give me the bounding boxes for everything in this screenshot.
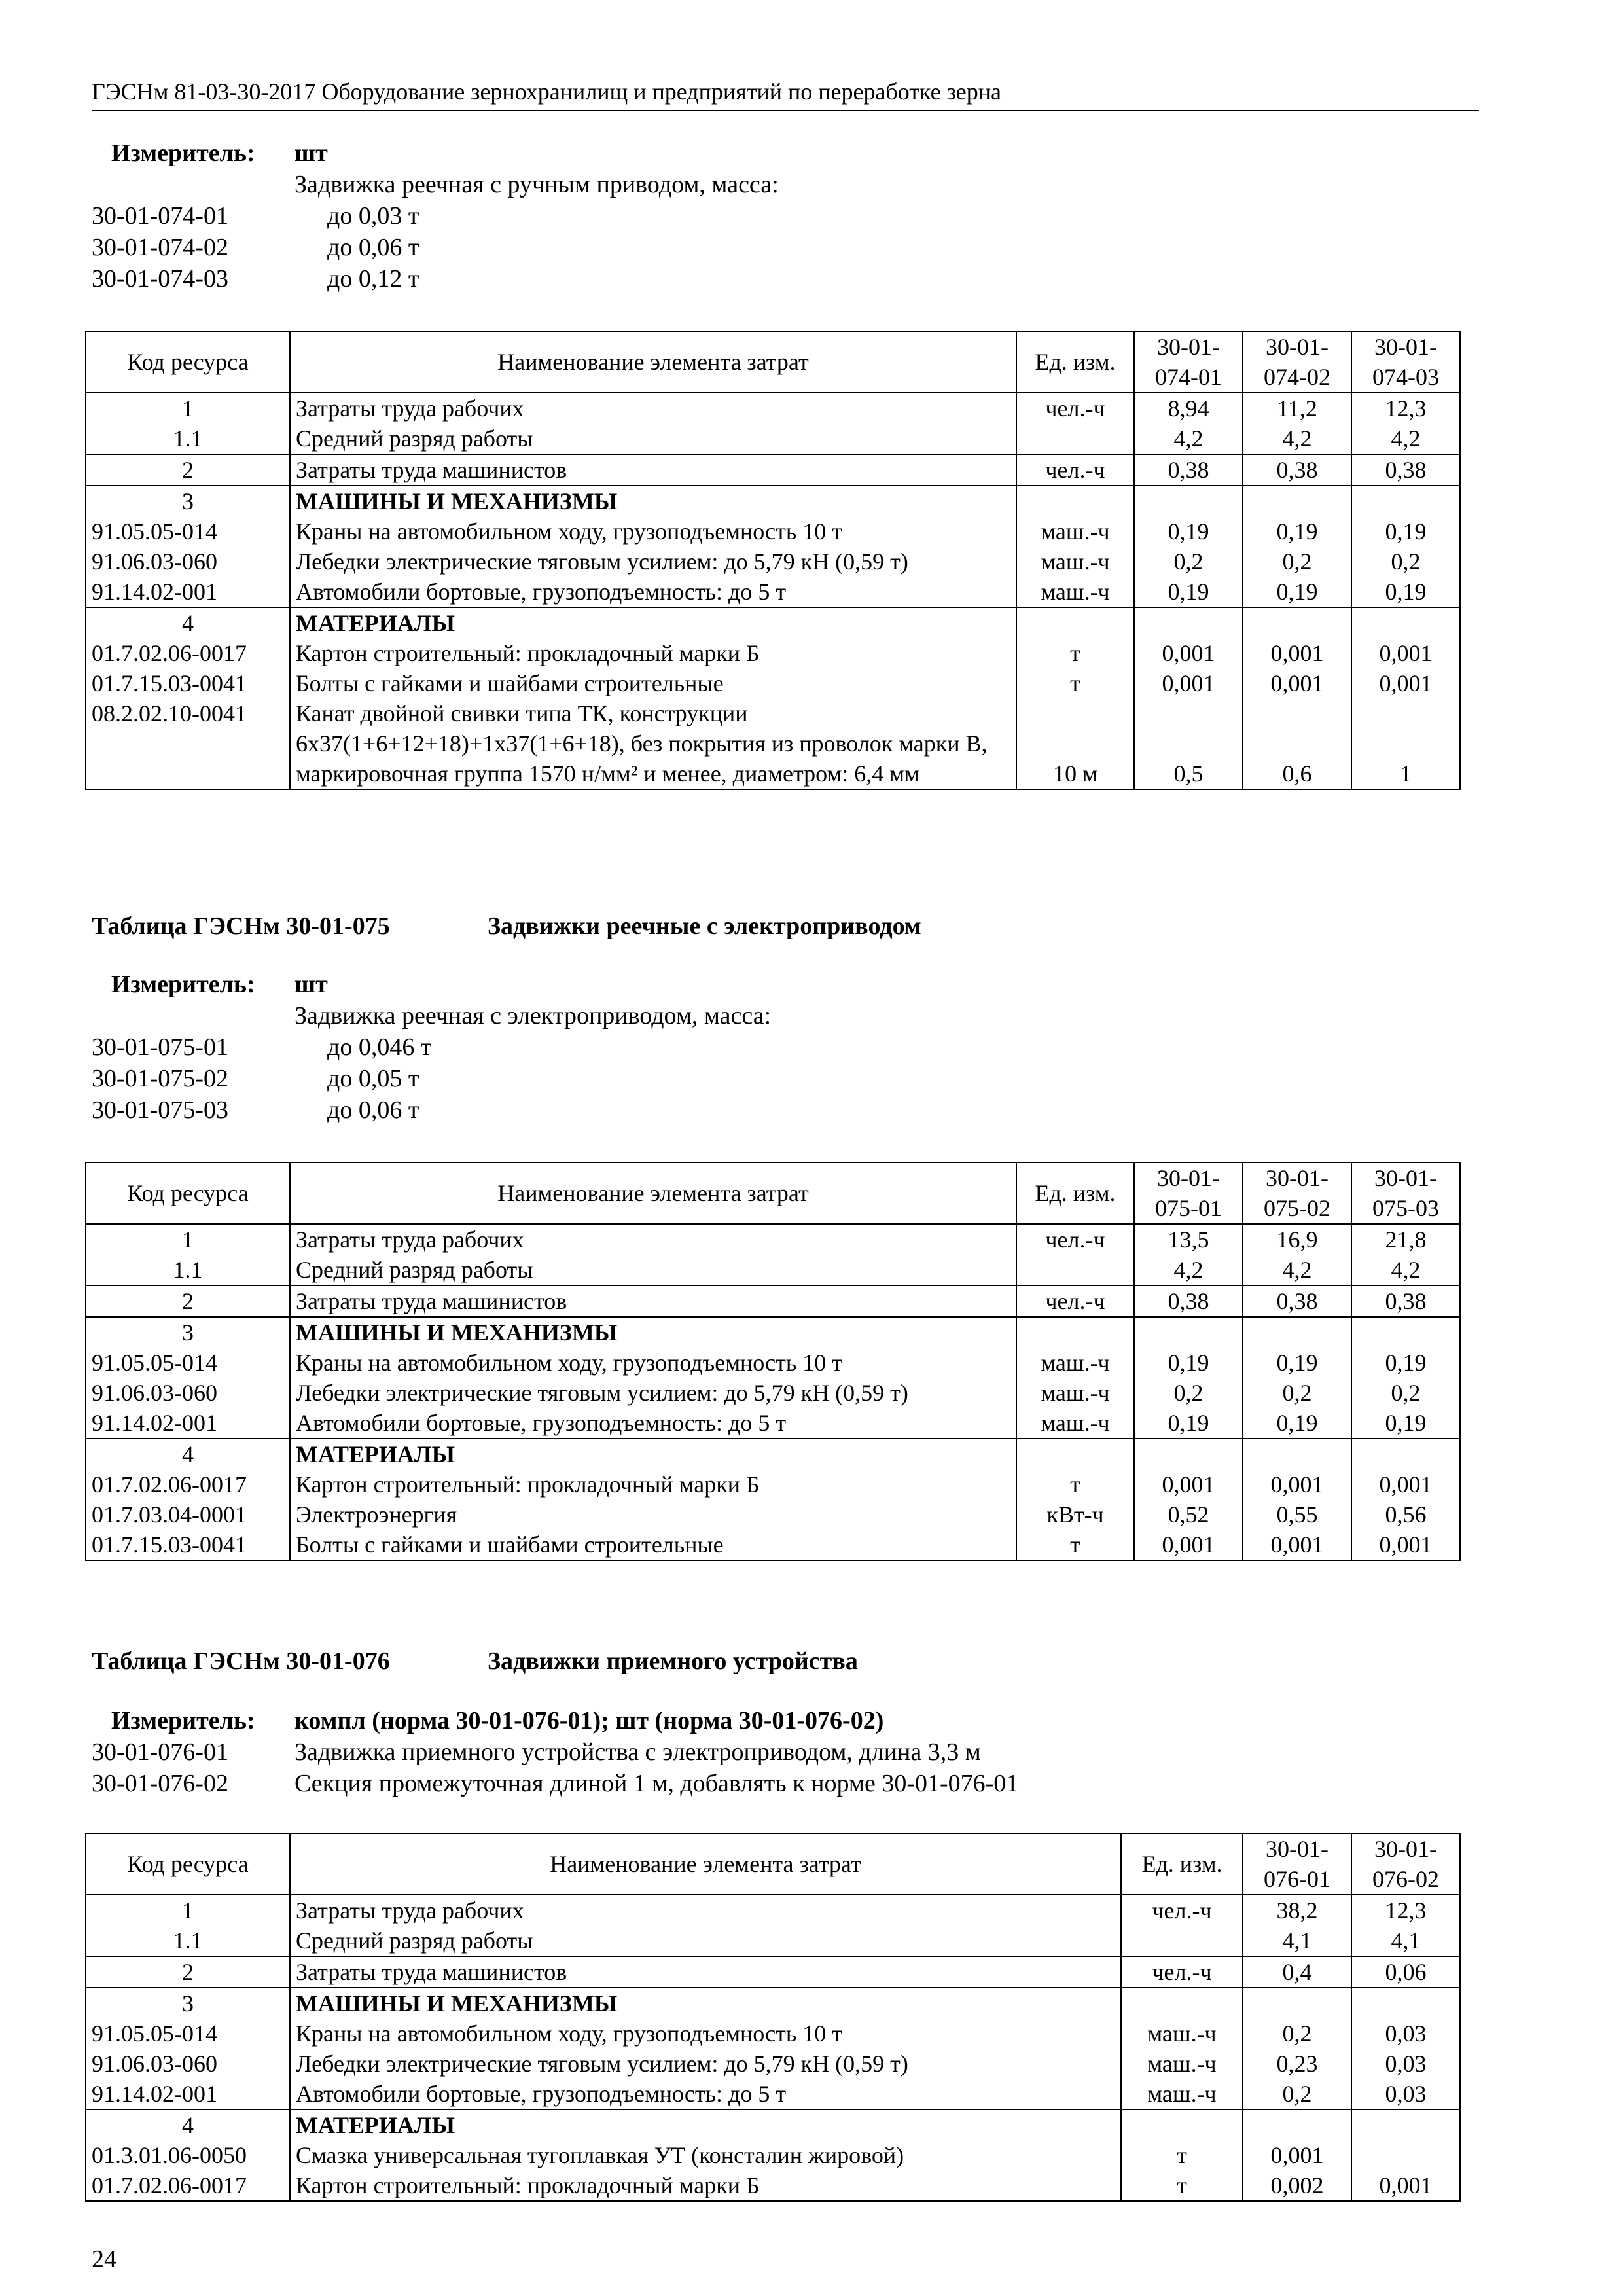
col-unit-header: Ед. изм. <box>1016 331 1134 393</box>
resource-code-cell: 1.1 <box>86 1926 290 1956</box>
resource-name-cell: Затраты труда машинистов <box>290 1956 1121 1988</box>
value-cell <box>1351 1988 1460 2018</box>
value-cell: 0,38 <box>1243 1285 1351 1317</box>
resource-code-cell: 91.14.02-001 <box>86 2079 290 2109</box>
col-name-header: Наименование элемента затрат <box>290 1162 1016 1224</box>
measure-unit: компл (норма 30-01-076-01); шт (норма 30-01-076-02) <box>294 1707 884 1734</box>
value-cell: 0,2 <box>1134 1378 1243 1408</box>
value-cell: 11,2 <box>1243 393 1351 423</box>
resource-name-cell: Лебедки электрические тяговым усилием: до 5,79 кН (0,59 т) <box>290 1378 1016 1408</box>
unit-cell: маш.-ч <box>1016 1378 1134 1408</box>
resource-name-cell: Лебедки электрические тяговым усилием: до 5,79 кН (0,59 т) <box>290 2049 1121 2079</box>
item-code: 30-01-074-03 <box>92 265 228 293</box>
value-cell: 0,56 <box>1351 1499 1460 1530</box>
resource-name-cell: Автомобили бортовые, грузоподъемность: до 5 т <box>290 1408 1016 1439</box>
resource-name-cell: МАШИНЫ И МЕХАНИЗМЫ <box>290 1988 1121 2018</box>
col-norm-header: 30-01- 075-02 <box>1243 1162 1351 1224</box>
resource-name-cell: МАТЕРИАЛЫ <box>290 2109 1121 2140</box>
table-row <box>86 607 1460 638</box>
resource-code-cell: 01.7.03.04-0001 <box>86 1499 290 1530</box>
value-cell: 4,2 <box>1134 423 1243 454</box>
value-cell: 0,001 <box>1243 1469 1351 1499</box>
resource-code-cell: 08.2.02.10-0041 <box>86 698 290 789</box>
unit-cell: маш.-ч <box>1016 1408 1134 1439</box>
value-cell: 0,2 <box>1351 547 1460 577</box>
resource-name-cell: МАТЕРИАЛЫ <box>290 607 1016 638</box>
value-cell: 4,2 <box>1351 423 1460 454</box>
table-row <box>86 1317 1460 1348</box>
value-cell: 0,001 <box>1243 668 1351 698</box>
value-cell <box>1243 607 1351 638</box>
value-cell: 0,001 <box>1243 638 1351 668</box>
unit-cell: т <box>1016 1530 1134 1560</box>
value-cell <box>1243 1439 1351 1469</box>
table-row <box>86 1285 1460 1317</box>
table-row <box>86 2140 1460 2170</box>
unit-cell: т <box>1016 638 1134 668</box>
value-cell <box>1351 1317 1460 1348</box>
resource-code-cell: 01.7.15.03-0041 <box>86 1530 290 1560</box>
item-code: 30-01-075-02 <box>92 1065 228 1092</box>
col-name-header: Наименование элемента затрат <box>290 331 1016 393</box>
value-cell: 4,2 <box>1243 423 1351 454</box>
resource-code-cell: 4 <box>86 607 290 638</box>
value-cell <box>1351 486 1460 516</box>
table-code: Таблица ГЭСНм 30-01-076 <box>92 1647 390 1675</box>
table-row <box>86 1988 1460 2018</box>
unit-cell: т <box>1016 668 1134 698</box>
measure-block-076 <box>92 1705 1486 1799</box>
value-cell: 1 <box>1351 698 1460 789</box>
value-cell: 0,19 <box>1351 516 1460 547</box>
value-cell <box>1243 2109 1351 2140</box>
value-cell: 0,2 <box>1243 2079 1351 2109</box>
table-row <box>86 1378 1460 1408</box>
measure-label: Измеритель: <box>111 1707 255 1734</box>
item-code: 30-01-074-01 <box>92 202 228 230</box>
resource-code-cell: 4 <box>86 2109 290 2140</box>
value-cell: 0,001 <box>1134 1530 1243 1560</box>
col-norm-header: 30-01- 074-03 <box>1351 331 1460 393</box>
unit-cell: маш.-ч <box>1016 547 1134 577</box>
unit-cell <box>1121 1988 1243 2018</box>
value-cell: 0,19 <box>1351 1408 1460 1439</box>
item-text: Задвижка приемного устройства с электроприводом, длина 3,3 м <box>294 1738 981 1766</box>
value-cell <box>1243 1317 1351 1348</box>
unit-cell: маш.-ч <box>1121 2018 1243 2049</box>
item-text: до 0,12 т <box>327 265 419 293</box>
table-row <box>86 1408 1460 1439</box>
value-cell: 0,19 <box>1351 1348 1460 1378</box>
value-cell: 0,19 <box>1243 1408 1351 1439</box>
value-cell: 0,4 <box>1243 1956 1351 1988</box>
resource-name-cell: Затраты труда машинистов <box>290 1285 1016 1317</box>
value-cell: 0,38 <box>1243 454 1351 486</box>
unit-cell <box>1016 486 1134 516</box>
value-cell: 12,3 <box>1351 1895 1460 1926</box>
col-code-header: Код ресурса <box>86 1162 290 1224</box>
value-cell: 0,38 <box>1134 1285 1243 1317</box>
value-cell: 0,19 <box>1243 577 1351 607</box>
item-text: до 0,05 т <box>327 1065 419 1092</box>
table-row <box>86 698 1460 789</box>
item-code: 30-01-076-01 <box>92 1738 228 1766</box>
item-code: 30-01-074-02 <box>92 234 228 261</box>
unit-cell: маш.-ч <box>1016 1348 1134 1378</box>
value-cell: 4,1 <box>1243 1926 1351 1956</box>
resource-code-cell: 3 <box>86 1988 290 2018</box>
resource-code-cell: 1.1 <box>86 423 290 454</box>
table-row <box>86 516 1460 547</box>
item-text: до 0,03 т <box>327 202 419 230</box>
value-cell: 0,2 <box>1351 1378 1460 1408</box>
resource-name-cell: Средний разряд работы <box>290 1926 1121 1956</box>
unit-cell <box>1016 1317 1134 1348</box>
table-row <box>86 1956 1460 1988</box>
resource-name-cell: Смазка универсальная тугоплавкая УТ (консталин жировой) <box>290 2140 1121 2170</box>
measure-label: Измеритель: <box>111 971 255 998</box>
value-cell: 0,001 <box>1134 1469 1243 1499</box>
col-norm-header: 30-01- 076-02 <box>1351 1833 1460 1895</box>
col-norm-header: 30-01- 075-03 <box>1351 1162 1460 1224</box>
resource-code-cell: 91.14.02-001 <box>86 577 290 607</box>
value-cell: 0,52 <box>1134 1499 1243 1530</box>
value-cell: 13,5 <box>1134 1224 1243 1255</box>
unit-cell <box>1016 1255 1134 1285</box>
table-row <box>86 577 1460 607</box>
value-cell: 0,001 <box>1351 638 1460 668</box>
value-cell: 0,001 <box>1351 668 1460 698</box>
table-row <box>86 1469 1460 1499</box>
value-cell: 0,001 <box>1351 1530 1460 1560</box>
value-cell: 0,2 <box>1243 2018 1351 2049</box>
col-unit-header: Ед. изм. <box>1121 1833 1243 1895</box>
table-row <box>86 638 1460 668</box>
table-row <box>86 2079 1460 2109</box>
value-cell: 16,9 <box>1243 1224 1351 1255</box>
table-row <box>86 2018 1460 2049</box>
unit-cell <box>1121 2109 1243 2140</box>
resource-code-cell: 91.05.05-014 <box>86 2018 290 2049</box>
value-cell: 21,8 <box>1351 1224 1460 1255</box>
resource-code-cell: 91.05.05-014 <box>86 1348 290 1378</box>
resource-code-cell: 01.7.02.06-0017 <box>86 2170 290 2201</box>
value-cell: 0,55 <box>1243 1499 1351 1530</box>
value-cell <box>1134 607 1243 638</box>
value-cell: 0,19 <box>1243 516 1351 547</box>
value-cell <box>1351 2140 1460 2170</box>
resource-name-cell: Электроэнергия <box>290 1499 1016 1530</box>
value-cell <box>1134 1317 1243 1348</box>
resource-code-cell: 01.7.02.06-0017 <box>86 1469 290 1499</box>
value-cell: 0,19 <box>1351 577 1460 607</box>
col-unit-header: Ед. изм. <box>1016 1162 1134 1224</box>
table-row <box>86 423 1460 454</box>
measure-label: Измеритель: <box>111 139 255 167</box>
value-cell: 0,6 <box>1243 698 1351 789</box>
table-row <box>86 2109 1460 2140</box>
norm-table-074 <box>85 331 1461 790</box>
resource-code-cell: 3 <box>86 1317 290 1348</box>
resource-name-cell: Картон строительный: прокладочный марки Б <box>290 2170 1121 2201</box>
unit-cell: маш.-ч <box>1016 577 1134 607</box>
resource-name-cell: Затраты труда рабочих <box>290 1224 1016 1255</box>
item-code: 30-01-075-03 <box>92 1096 228 1124</box>
table-row <box>86 1439 1460 1469</box>
table-row <box>86 1530 1460 1560</box>
value-cell: 0,19 <box>1134 516 1243 547</box>
item-text: до 0,06 т <box>327 234 419 261</box>
resource-name-cell: МАТЕРИАЛЫ <box>290 1439 1016 1469</box>
value-cell: 4,2 <box>1134 1255 1243 1285</box>
table-row <box>86 454 1460 486</box>
col-code-header: Код ресурса <box>86 331 290 393</box>
resource-name-cell: Автомобили бортовые, грузоподъемность: до 5 т <box>290 2079 1121 2109</box>
table-row <box>86 1895 1460 1926</box>
value-cell: 4,2 <box>1243 1255 1351 1285</box>
value-cell: 0,19 <box>1134 1348 1243 1378</box>
col-norm-header: 30-01- 074-02 <box>1243 331 1351 393</box>
table-row <box>86 1348 1460 1378</box>
resource-name-cell: Краны на автомобильном ходу, грузоподъемность 10 т <box>290 1348 1016 1378</box>
item-text: до 0,046 т <box>327 1033 432 1061</box>
item-text: Секция промежуточная длиной 1 м, добавлять к норме 30-01-076-01 <box>294 1770 1019 1797</box>
value-cell: 0,19 <box>1134 577 1243 607</box>
unit-cell: чел.-ч <box>1121 1895 1243 1926</box>
table-row <box>86 1255 1460 1285</box>
resource-code-cell: 91.06.03-060 <box>86 2049 290 2079</box>
item-description: Задвижка реечная с электроприводом, масса: <box>294 1002 772 1030</box>
table-title: Задвижки приемного устройства <box>488 1647 858 1675</box>
resource-name-cell: Средний разряд работы <box>290 1255 1016 1285</box>
value-cell <box>1351 1439 1460 1469</box>
resource-name-cell: Канат двойной свивки типа ТК, конструкции 6х37(1+6+12+18)+1х37(1+6+18), без покрытия из проволок марки В, маркировочная группа 1570 н/мм² и менее, диаметром: 6,4 мм <box>290 698 1016 789</box>
measure-block-075 <box>92 969 1486 1126</box>
resource-code-cell: 1 <box>86 393 290 423</box>
resource-name-cell: МАШИНЫ И МЕХАНИЗМЫ <box>290 1317 1016 1348</box>
item-description: Задвижка реечная с ручным приводом, масса: <box>294 171 779 198</box>
value-cell: 0,2 <box>1243 547 1351 577</box>
measure-block-074 <box>92 137 1486 295</box>
table-row <box>86 486 1460 516</box>
resource-name-cell: Лебедки электрические тяговым усилием: до 5,79 кН (0,59 т) <box>290 547 1016 577</box>
value-cell: 0,2 <box>1134 547 1243 577</box>
resource-code-cell: 2 <box>86 454 290 486</box>
unit-cell: чел.-ч <box>1016 1285 1134 1317</box>
value-cell: 0,001 <box>1351 1469 1460 1499</box>
item-text: до 0,06 т <box>327 1096 419 1124</box>
value-cell: 12,3 <box>1351 393 1460 423</box>
resource-code-cell: 4 <box>86 1439 290 1469</box>
unit-cell <box>1016 1439 1134 1469</box>
value-cell <box>1134 1439 1243 1469</box>
value-cell <box>1134 486 1243 516</box>
unit-cell: т <box>1016 1469 1134 1499</box>
resource-code-cell: 1 <box>86 1224 290 1255</box>
table-body <box>86 393 1460 789</box>
resource-name-cell: Затраты труда рабочих <box>290 1895 1121 1926</box>
value-cell: 4,2 <box>1351 1255 1460 1285</box>
unit-cell: т <box>1121 2140 1243 2170</box>
unit-cell: кВт-ч <box>1016 1499 1134 1530</box>
resource-code-cell: 01.7.02.06-0017 <box>86 638 290 668</box>
value-cell: 0,38 <box>1351 454 1460 486</box>
table-header-row <box>86 1162 1460 1224</box>
unit-cell: маш.-ч <box>1121 2079 1243 2109</box>
resource-name-cell: Средний разряд работы <box>290 423 1016 454</box>
table-header-row <box>86 1833 1460 1895</box>
unit-cell: 10 м <box>1016 698 1134 789</box>
value-cell: 0,2 <box>1243 1378 1351 1408</box>
value-cell: 8,94 <box>1134 393 1243 423</box>
table-body <box>86 1224 1460 1560</box>
table-row <box>86 1499 1460 1530</box>
resource-name-cell: Краны на автомобильном ходу, грузоподъемность 10 т <box>290 516 1016 547</box>
value-cell: 4,1 <box>1351 1926 1460 1956</box>
value-cell: 0,001 <box>1134 638 1243 668</box>
unit-cell <box>1121 1926 1243 1956</box>
value-cell: 0,5 <box>1134 698 1243 789</box>
page-header: ГЭСНм 81-03-30-2017 Оборудование зернохранилищ и предприятий по переработке зерна <box>92 77 1479 111</box>
measure-unit: шт <box>294 139 328 167</box>
value-cell: 0,03 <box>1351 2079 1460 2109</box>
table-row <box>86 547 1460 577</box>
table-row <box>86 668 1460 698</box>
resource-code-cell: 2 <box>86 1956 290 1988</box>
resource-name-cell: Болты с гайками и шайбами строительные <box>290 668 1016 698</box>
value-cell: 0,38 <box>1134 454 1243 486</box>
table-header-row <box>86 331 1460 393</box>
norm-table-075 <box>85 1162 1461 1561</box>
table-row <box>86 2170 1460 2201</box>
value-cell: 0,06 <box>1351 1956 1460 1988</box>
col-norm-header: 30-01- 076-01 <box>1243 1833 1351 1895</box>
table-body <box>86 1895 1460 2201</box>
unit-cell: маш.-ч <box>1016 516 1134 547</box>
value-cell: 0,001 <box>1351 2170 1460 2201</box>
col-norm-header: 30-01- 075-01 <box>1134 1162 1243 1224</box>
value-cell: 0,03 <box>1351 2049 1460 2079</box>
value-cell: 0,19 <box>1243 1348 1351 1378</box>
value-cell: 0,23 <box>1243 2049 1351 2079</box>
value-cell <box>1351 2109 1460 2140</box>
resource-code-cell: 91.06.03-060 <box>86 1378 290 1408</box>
value-cell: 38,2 <box>1243 1895 1351 1926</box>
resource-name-cell: Краны на автомобильном ходу, грузоподъемность 10 т <box>290 2018 1121 2049</box>
resource-name-cell: Картон строительный: прокладочный марки Б <box>290 1469 1016 1499</box>
measure-unit: шт <box>294 971 328 998</box>
resource-code-cell: 01.3.01.06-0050 <box>86 2140 290 2170</box>
value-cell: 0,001 <box>1243 1530 1351 1560</box>
table-title: Задвижки реечные с электроприводом <box>488 912 921 940</box>
value-cell: 0,19 <box>1134 1408 1243 1439</box>
value-cell <box>1351 607 1460 638</box>
norm-table-076 <box>85 1833 1461 2202</box>
value-cell: 0,002 <box>1243 2170 1351 2201</box>
page-number: 24 <box>92 2246 116 2273</box>
value-cell <box>1243 1988 1351 2018</box>
item-code: 30-01-075-01 <box>92 1033 228 1061</box>
table-title-075 <box>92 911 921 941</box>
value-cell: 0,03 <box>1351 2018 1460 2049</box>
unit-cell: чел.-ч <box>1016 1224 1134 1255</box>
table-row <box>86 2049 1460 2079</box>
unit-cell: чел.-ч <box>1121 1956 1243 1988</box>
unit-cell <box>1016 423 1134 454</box>
resource-name-cell: Автомобили бортовые, грузоподъемность: до 5 т <box>290 577 1016 607</box>
col-norm-header: 30-01- 074-01 <box>1134 331 1243 393</box>
value-cell: 0,38 <box>1351 1285 1460 1317</box>
resource-code-cell: 91.06.03-060 <box>86 547 290 577</box>
unit-cell: т <box>1121 2170 1243 2201</box>
col-name-header: Наименование элемента затрат <box>290 1833 1121 1895</box>
resource-name-cell: Болты с гайками и шайбами строительные <box>290 1530 1016 1560</box>
unit-cell <box>1016 607 1134 638</box>
resource-code-cell: 1.1 <box>86 1255 290 1285</box>
resource-name-cell: Затраты труда машинистов <box>290 454 1016 486</box>
table-code: Таблица ГЭСНм 30-01-075 <box>92 912 390 940</box>
unit-cell: чел.-ч <box>1016 393 1134 423</box>
table-title-076 <box>92 1646 858 1676</box>
resource-code-cell: 91.05.05-014 <box>86 516 290 547</box>
resource-code-cell: 1 <box>86 1895 290 1926</box>
resource-code-cell: 3 <box>86 486 290 516</box>
table-row <box>86 1926 1460 1956</box>
table-row <box>86 393 1460 423</box>
unit-cell: чел.-ч <box>1016 454 1134 486</box>
item-code: 30-01-076-02 <box>92 1770 228 1797</box>
resource-name-cell: Затраты труда рабочих <box>290 393 1016 423</box>
col-code-header: Код ресурса <box>86 1833 290 1895</box>
resource-name-cell: Картон строительный: прокладочный марки Б <box>290 638 1016 668</box>
resource-code-cell: 91.14.02-001 <box>86 1408 290 1439</box>
value-cell: 0,001 <box>1134 668 1243 698</box>
value-cell <box>1243 486 1351 516</box>
unit-cell: маш.-ч <box>1121 2049 1243 2079</box>
resource-name-cell: МАШИНЫ И МЕХАНИЗМЫ <box>290 486 1016 516</box>
resource-code-cell: 2 <box>86 1285 290 1317</box>
table-row <box>86 1224 1460 1255</box>
value-cell: 0,001 <box>1243 2140 1351 2170</box>
resource-code-cell: 01.7.15.03-0041 <box>86 668 290 698</box>
